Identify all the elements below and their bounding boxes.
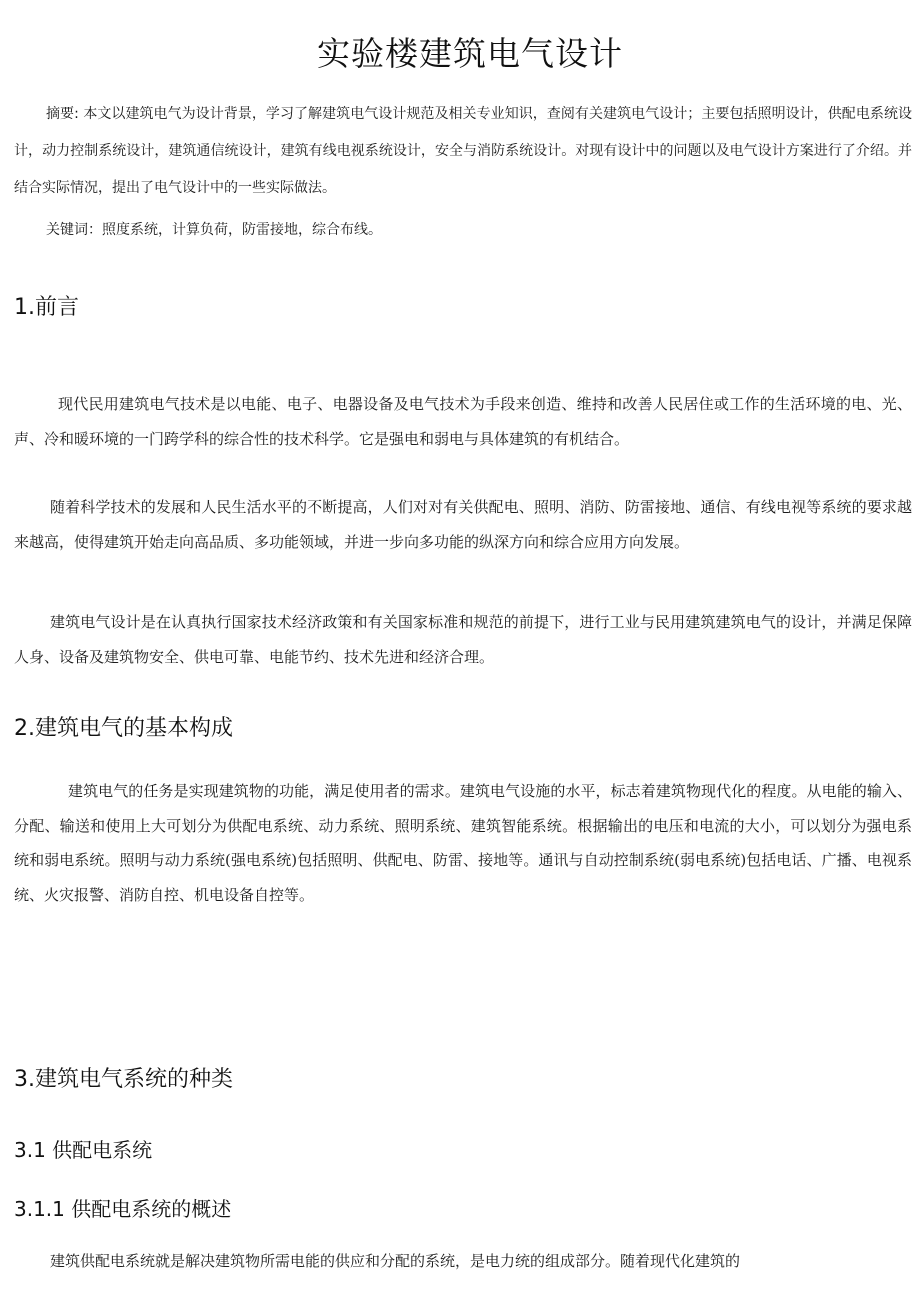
body-paragraph: 建筑电气设计是在认真执行国家技术经济政策和有关国家标准和规范的前提下，进行工业与民用建筑建筑电气的设计，并满足保障人身、设备及建筑物安全、供电可靠、电能节约、技术先进和经济合理。 [14, 613, 912, 666]
body-paragraph: 随着科学技术的发展和人民生活水平的不断提高，人们对对有关供配电、照明、消防、防雷接地、通信、有线电视等系统的要求越来越高，使得建筑开始走向高品质、多功能领域，并进一步向多功能的纵深方向和综合应用方向发展。 [14, 498, 912, 551]
abstract-paragraph [14, 96, 912, 207]
body-paragraph: 现代民用建筑电气技术是以电能、电子、电器设备及电气技术为手段来创造、维持和改善人民居住或工作的生活环境的电、光、声、冷和暖环境的一门跨学科的综合性的技术科学。它是强电和弱电与具体建筑的有机结合。 [14, 395, 912, 448]
subsection-heading-3-1: 3.1 供配电系统 [14, 1138, 153, 1162]
section-heading-2: 2.建筑电气的基本构成 [14, 716, 233, 741]
section-heading-1: 1.前言 [14, 295, 79, 320]
abstract-label: 摘要: [46, 106, 79, 122]
section-heading-3: 3.建筑电气系统的种类 [14, 1067, 233, 1092]
keywords-label: 关键词： [46, 222, 102, 238]
keywords-text: 照度系统，计算负荷，防雷接地，综合布线。 [102, 222, 382, 238]
body-paragraph: 建筑电气的任务是实现建筑物的功能，满足使用者的需求。建筑电气设施的水平，标志着建筑物现代化的程度。从电能的输入、分配、输送和使用上大可划分为供配电系统、动力系统、照明系统、建筑智能系统。根据输出的电压和电流的大小，可以划分为强电系统和弱电系统。照明与动力系统(强电系统)包括照明、供配电、防雷、接地等。通讯与自动控制系统(弱电系统)包括电话、广播、电视系统、火灾报警、消防自控、机电设备自控等。 [14, 782, 912, 904]
page-title: 实验楼建筑电气设计 [317, 34, 623, 73]
abstract-text: 本文以建筑电气为设计背景，学习了解建筑电气设计规范及相关专业知识，查阅有关建筑电气设计；主要包括照明设计，供配电系统设计，动力控制系统设计，建筑通信统设计，建筑有线电视系统设计，安全与消防系统设计。对现有设计中的问题以及电气设计方案进行了介绍。并结合实际情况，提出了电气设计中的一些实际做法。 [14, 106, 912, 196]
subsection-heading-3-1-1: 3.1.1 供配电系统的概述 [14, 1197, 232, 1221]
keywords-paragraph [14, 215, 912, 245]
body-paragraph: 建筑供配电系统就是解决建筑物所需电能的供应和分配的系统，是电力统的组成部分。随着现代化建筑的 [50, 1252, 741, 1270]
